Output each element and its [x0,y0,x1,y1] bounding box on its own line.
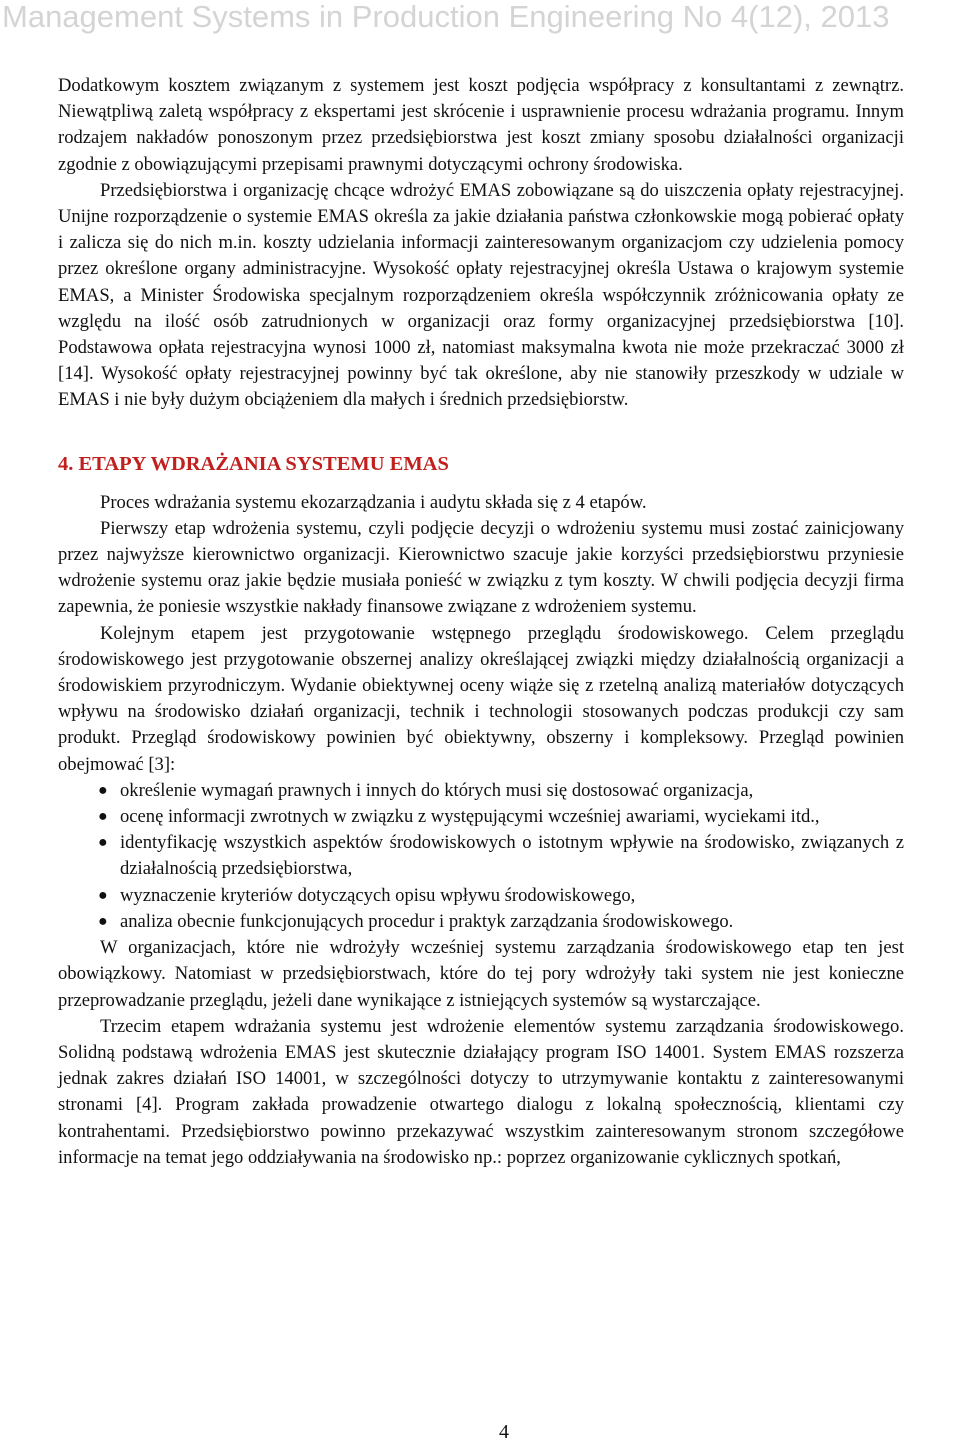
paragraph: Proces wdrażania systemu ekozarządzania i audytu składa się z 4 etapów. [100,491,647,513]
list-item-text: ocenę informacji zwrotnych w związku z występującymi wcześniej awariami, wyciekami itd., [120,806,820,828]
page-number: 4 [499,1421,509,1443]
bullet-icon: ● [98,886,108,904]
section-heading: 4. ETAPY WDRAŻANIA SYSTEMU EMAS [58,452,449,475]
list-item [58,804,904,830]
paragraph: W organizacjach, które nie wdrożyły wcześniej systemu zarządzania środowiskowego etap ten jest obowiązkowy. Natomiast w przedsiębiorstwach, które do tej pory wdrożyły taki system nie jest konieczne przeprowadzanie przeglądu, jeżeli dane wynikające z istniejących systemów są wystarczające. [58,937,904,1011]
running-header: Management Systems in Production Engineering No 4(12), 2013 [2,0,890,34]
bullet-icon: ● [98,912,108,930]
paragraph: Kolejnym etapem jest przygotowanie wstępnego przeglądu środowiskowego. Celem przeglądu środowiskowego jest przygotowanie obszernej analizy określającej związki między działalnością organizacji a środowiskiem przyrodniczym. Wydanie obiektywnej oceny wiąże się z rzetelną analizą materiałów dotyczących wpływu na środowisko działań organizacji, technik i technologii stosowanych podczas produkcji czy sam produkt. Przegląd środowiskowy powinien być obiektywny, obszerny i kompleksowy. Przegląd powinien obejmować [3]: [58,622,904,775]
list-item-text: określenie wymagań prawnych i innych do których musi się dostosować organizacja, [120,779,754,801]
bullet-icon: ● [98,808,108,826]
paragraph: Przedsiębiorstwa i organizację chcące wdrożyć EMAS zobowiązane są do uiszczenia opłaty rejestracyjnej. Unijne rozporządzenie o systemie EMAS określa za jakie działania państwa członkowskie mogą pobierać opłaty i zalicza się do nich m.in. koszty udzielania informacji zainteresowanym organizacjom czy udzielenia pomocy przez określone organy administracyjne. Wysokość opłaty rejestracyjnej określa Ustawa o krajowym systemie EMAS, a Minister Środowiska specjalnym rozporządzeniem określa współczynnik zróżnicowania opłaty ze względu na ilość osób zatrudnionych w organizacji oraz formy organizacyjnej przedsiębiorstwa [10]. Podstawowa opłata rejestracyjna wynosi 1000 zł, natomiast maksymalna kwota nie może przekraczać 3000 zł [14]. Wysokość opłaty rejestracyjnej powinny być tak określone, aby nie stanowiły przeszkody w udziale w EMAS i nie były dużym obciążeniem dla małych i średnich przedsiębiorstw. [58,179,904,411]
paragraph: Trzecim etapem wdrażania systemu jest wdrożenie elementów systemu zarządzania środowiskowego. Solidną podstawą wdrożenia EMAS jest skutecznie działający program ISO 14001. System EMAS rozszerza jednak zakres działań ISO 14001, w szczególności dotyczy to utrzymywanie kontaktu z zainteresowanymi stronami [4]. Program zakłada prowadzenie otwartego dialogu z lokalną społecznością, klientami czy kontrahentami. Przedsiębiorstwo powinno przekazywać wszystkim zainteresowanym stronom szczegółowe informacje na temat jego oddziaływania na środowisko np.: poprzez organizowanie cyklicznych spotkań, [58,1015,904,1168]
page-content [58,73,904,1171]
list-item [58,830,904,882]
list-item-text: analiza obecnie funkcjonujących procedur i praktyk zarządzania środowiskowego. [120,910,734,932]
list-item-text: identyfikację wszystkich aspektów środowiskowych o istotnym wpływie na środowisko, związanych z działalnością przedsiębiorstwa, [120,832,904,880]
bullet-list [58,778,904,935]
list-item [58,883,904,909]
list-item [58,778,904,804]
paragraph: Dodatkowym kosztem związanym z systemem jest koszt podjęcia współpracy z konsultantami z zewnątrz. Niewątpliwą zaletą współpracy z ekspertami jest skrócenie i usprawnienie procesu wdrażania programu. Innym rodzajem nakładów ponoszonym przez przedsiębiorstwa jest koszt zmiany sposobu działalności organizacji zgodnie z obowiązującymi przepisami prawnymi dotyczącymi ochrony środowiska. [58,75,904,175]
list-item-text: wyznaczenie kryteriów dotyczących opisu wpływu środowiskowego, [120,884,636,906]
bullet-icon: ● [98,781,108,799]
list-item [58,909,904,935]
bullet-icon: ● [98,834,108,852]
paragraph: Pierwszy etap wdrożenia systemu, czyli podjęcie decyzji o wdrożeniu systemu musi zostać zainicjowany przez najwyższe kierownictwo organizacji. Kierownictwo szacuje jakie korzyści przedsiębiorstwu przyniesie wdrożenie systemu oraz jakie będzie musiała ponieść w związku z tym koszty. W chwili podjęcia decyzji firma zapewnia, że poniesie wszystkie nakłady finansowe związane z wdrożeniem systemu. [58,517,904,618]
